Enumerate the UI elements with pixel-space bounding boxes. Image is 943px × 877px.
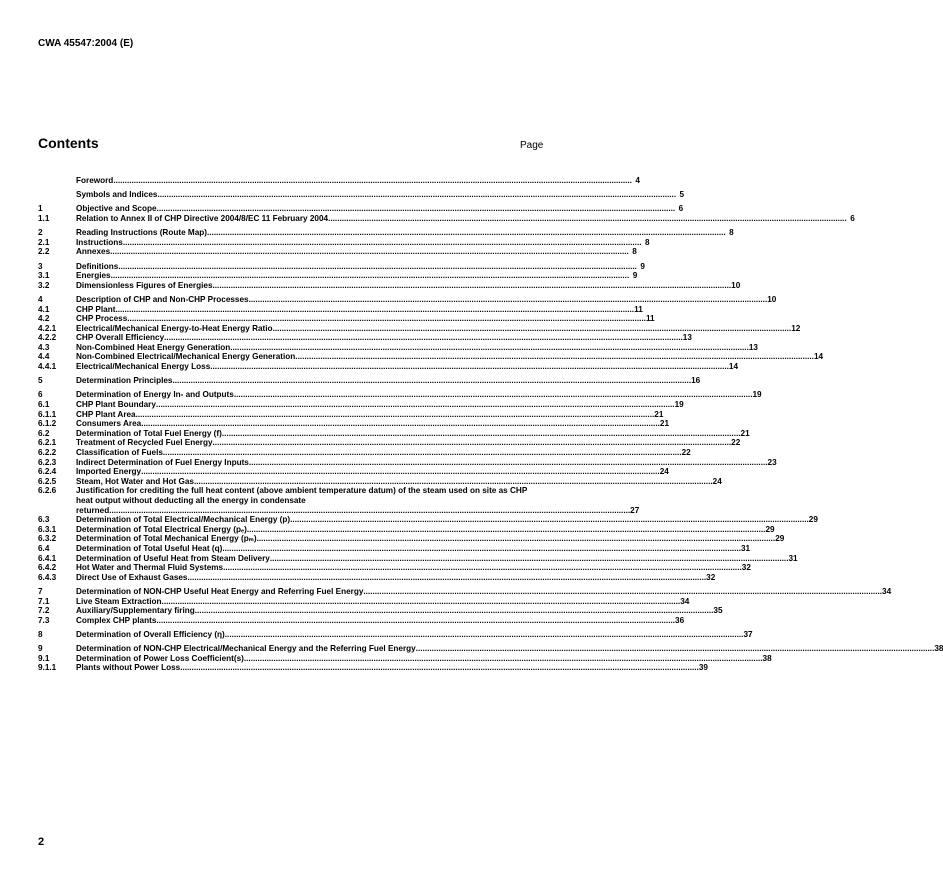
toc-leader-dots <box>213 438 732 448</box>
toc-entry-number: 9.1 <box>38 653 50 663</box>
toc-leader-dots <box>223 563 742 573</box>
toc-leader-dots <box>162 597 681 607</box>
toc-entry-title: Determination of Overall Efficiency (η) <box>76 629 225 639</box>
toc-entry[interactable] <box>38 190 685 200</box>
toc-group <box>38 204 855 223</box>
toc-entry-page: 36 <box>675 615 685 625</box>
toc-entry-title: Consumers Area <box>76 419 142 429</box>
toc-entry-page: 31 <box>788 553 798 563</box>
toc-entry-title: Determination of NON-CHP Useful Heat Energy and Referring Fuel Energy <box>76 586 364 596</box>
toc-entry-page: 13 <box>748 342 758 352</box>
toc-leader-dots <box>247 525 766 535</box>
toc-leader-dots <box>257 534 776 544</box>
toc-entry-page: 12 <box>791 323 801 333</box>
toc-entry[interactable] <box>38 247 637 257</box>
toc-entry-title: Energies <box>76 271 111 281</box>
toc-entry[interactable] <box>38 304 643 315</box>
toc-entry-number: 6.1.1 <box>38 409 57 419</box>
toc-leader-dots <box>157 190 676 200</box>
toc-entry[interactable] <box>38 438 741 448</box>
toc-entry-title: Live Steam Extraction <box>76 596 162 606</box>
toc-entry-page: 10 <box>767 294 777 304</box>
toc-entry-page: 9 <box>632 271 638 281</box>
toc-entry-page: 14 <box>728 362 739 372</box>
toc-entry-page: 6 <box>850 213 855 223</box>
toc-group <box>38 228 734 257</box>
toc-entry[interactable] <box>38 515 818 525</box>
toc-entry[interactable] <box>38 543 751 554</box>
toc-entry-number: 6.1.2 <box>38 419 57 429</box>
toc-entry-number: 4.4 <box>38 352 50 362</box>
toc-entry-page: 37 <box>743 629 753 639</box>
toc-entry-page: 6 <box>678 204 684 214</box>
toc-entry-number: 6.4 <box>38 543 50 553</box>
toc-entry-page: 29 <box>765 524 775 534</box>
toc-leader-dots <box>244 654 763 664</box>
toc-entry-page: 21 <box>659 419 669 429</box>
toc-entry-page: 9 <box>640 261 645 271</box>
toc-entry-title-continued: returned. <box>76 505 112 515</box>
toc-entry-title: Classification of Fuels <box>76 448 163 457</box>
toc-leader-dots <box>213 281 732 291</box>
toc-entry-number: 2.1 <box>38 237 50 247</box>
toc-entry[interactable] <box>38 448 691 458</box>
toc-entry-page: 4 <box>635 176 640 185</box>
toc-leader-dots <box>210 362 729 372</box>
toc-entry[interactable] <box>38 419 669 429</box>
toc-entry-number: 4.3 <box>38 342 50 352</box>
toc-entry-page: 19 <box>674 400 684 410</box>
toc-entry-page: 16 <box>691 376 701 386</box>
toc-leader-dots <box>194 477 713 487</box>
toc-leader-dots <box>141 467 660 477</box>
toc-leader-dots <box>163 448 682 458</box>
toc-leader-dots <box>416 644 935 654</box>
toc-entry-number: 8 <box>38 629 43 639</box>
toc-group <box>38 190 685 200</box>
toc-leader-dots <box>249 458 768 468</box>
toc-entry-page: 14 <box>813 352 824 362</box>
toc-entry[interactable] <box>38 362 739 372</box>
toc-entry-title: Definitions <box>76 261 119 271</box>
toc-entry-number: 6.2.4 <box>38 467 57 477</box>
toc-entry-title: Relation to Annex II of CHP Directive 2004/8/EC 11 February 2004 <box>76 213 329 223</box>
toc-entry[interactable] <box>38 390 762 400</box>
toc-entry[interactable] <box>38 572 716 583</box>
toc-leader-dots <box>164 333 683 343</box>
toc-entry-title: Non-Combined Heat Energy Generation <box>76 342 231 352</box>
toc-group <box>38 644 943 673</box>
toc-entry-title: Electrical/Mechanical Energy-to-Heat Energy Ratio <box>76 323 273 333</box>
toc-entry-page: 22 <box>681 448 691 457</box>
toc-group <box>38 390 818 582</box>
toc-entry-page: 19 <box>752 390 762 400</box>
toc-entry[interactable] <box>38 553 798 564</box>
toc-entry[interactable] <box>38 644 943 654</box>
toc-entry-page: 24 <box>659 467 669 477</box>
toc-entry-page: 21 <box>654 409 664 419</box>
toc-entry-number: 6.2.3 <box>38 457 57 467</box>
toc-entry[interactable] <box>38 333 692 343</box>
toc-entry-title: Non-Combined Electrical/Mechanical Energy Generation <box>76 352 296 362</box>
toc-leader-dots <box>172 376 691 386</box>
toc-entry-page: 11 <box>645 314 655 324</box>
toc-entry-page: 31 <box>740 543 751 553</box>
toc-leader-dots <box>225 630 744 640</box>
toc-entry-number: 6.2.6 <box>38 486 57 496</box>
toc-entry[interactable] <box>38 342 758 353</box>
toc-entry-number: 6.3 <box>38 515 50 525</box>
toc-entry-title: Determination of Total Fuel Energy (f) <box>76 428 222 438</box>
toc-leader-dots <box>136 410 655 420</box>
page-column-label: Page <box>520 140 544 151</box>
toc-leader-dots <box>230 343 749 353</box>
toc-entry-number: 6 <box>38 390 43 400</box>
toc-leader-dots <box>273 324 792 334</box>
toc-entry[interactable] <box>38 586 892 597</box>
toc-group <box>38 176 640 186</box>
page-number: 2 <box>38 836 45 848</box>
toc-entry[interactable] <box>38 467 669 477</box>
toc-entry-number: 4.2.1 <box>38 323 57 333</box>
toc-leader-dots <box>328 214 847 224</box>
toc-entry-page: 13 <box>682 333 692 343</box>
toc-entry-number: 7.2 <box>38 606 50 616</box>
toc-entry-title: Complex CHP plants <box>76 615 157 625</box>
toc-entry-page: 39 <box>698 663 708 673</box>
toc-entry-number: 7 <box>38 586 43 596</box>
toc-entry-title: Plants without Power Loss <box>76 663 181 673</box>
toc-entry[interactable] <box>38 294 777 305</box>
toc-entry[interactable] <box>38 457 777 468</box>
toc-entry[interactable] <box>38 204 684 214</box>
toc-entry-number: 6.1 <box>38 400 50 410</box>
toc-entry[interactable] <box>38 629 753 640</box>
toc-entry-number: 1 <box>38 204 43 214</box>
toc-entry-page: 32 <box>741 563 751 573</box>
toc-entry-number: 3.1 <box>38 271 50 281</box>
toc-entry-page: 38 <box>934 644 943 654</box>
toc-entry-number: 6.4.1 <box>38 553 57 563</box>
toc-entry[interactable] <box>38 524 775 535</box>
toc-leader-dots <box>156 400 675 410</box>
toc-entry-title: Determination of Useful Heat from Steam Delivery <box>76 553 270 563</box>
toc-leader-dots <box>111 271 630 281</box>
toc-entry-page: 22 <box>731 438 741 448</box>
toc-entry-title: Objective and Scope <box>76 204 157 214</box>
toc-entry-number: 4.1 <box>38 304 50 314</box>
toc-entry[interactable] <box>38 176 640 186</box>
toc-entry-title: Imported Energy <box>76 467 142 477</box>
toc-entry[interactable] <box>38 400 684 410</box>
toc-entry-title: Treatment of Recycled Fuel Energy <box>76 438 213 448</box>
toc-entry-title: Determination of Total Mechanical Energy (pₘ) <box>76 534 257 544</box>
toc-entry[interactable] <box>38 314 655 324</box>
toc-group <box>38 261 741 291</box>
toc-group <box>38 294 824 372</box>
toc-leader-dots <box>127 314 646 324</box>
toc-leader-dots <box>188 573 707 583</box>
toc-leader-dots <box>156 616 675 626</box>
toc-entry-page: 35 <box>713 606 723 616</box>
toc-entry-number: 3 <box>38 261 43 271</box>
toc-entry-title: Justification for crediting the full heat content (above ambient temperature datum) of the steam used on site as CHP heat output without deducting all the energy in condensate <box>76 486 528 505</box>
toc-entry-title: CHP Plant Boundary <box>76 400 156 410</box>
toc-entry-title: Determination of Total Electrical/Mechanical Energy (p) <box>76 515 291 525</box>
toc-entry[interactable] <box>38 606 723 616</box>
toc-entry-page: 11 <box>634 304 643 314</box>
toc-entry[interactable] <box>38 376 701 386</box>
toc-entry-title: Direct Use of Exhaust Gases <box>76 572 188 582</box>
toc-entry-page: 10 <box>731 280 741 290</box>
toc-entry[interactable] <box>38 663 708 673</box>
toc-entry-number: 6.2.1 <box>38 438 57 448</box>
toc-entry-page: 32 <box>706 572 716 582</box>
toc-entry[interactable] <box>38 261 645 272</box>
toc-leader-dots <box>110 247 629 257</box>
toc-entry-title: Determination of NON-CHP Electrical/Mechanical Energy and the Referring Fuel Energy <box>76 644 416 654</box>
toc-entry-title: Determination Principles <box>76 376 173 386</box>
toc-entry-number: 2.2 <box>38 247 50 257</box>
toc-entry-page: 24 <box>712 476 722 486</box>
toc-entry-number: 6.3.1 <box>38 524 57 534</box>
toc-entry-number: 4.2 <box>38 314 50 324</box>
toc-entry[interactable] <box>38 653 772 664</box>
toc-entry[interactable] <box>38 409 664 420</box>
toc-entry-number: 2 <box>38 228 43 238</box>
toc-entry-continuation[interactable] <box>38 505 640 516</box>
toc-leader-dots <box>222 544 741 554</box>
toc-entry-page: 23 <box>767 457 777 467</box>
toc-entry[interactable] <box>38 271 638 281</box>
toc-entry-number: 6.4.2 <box>38 563 57 573</box>
toc-entry-page: 5 <box>679 190 685 200</box>
table-of-contents <box>38 176 943 677</box>
toc-entry-number: 4.2.2 <box>38 333 57 343</box>
toc-leader-dots <box>249 295 768 305</box>
toc-leader-dots <box>195 606 714 616</box>
toc-entry-number: 1.1 <box>38 213 50 223</box>
toc-entry-page: 21 <box>740 428 750 438</box>
toc-entry-title: Electrical/Mechanical Energy Loss <box>76 362 211 372</box>
toc-entry-number: 9 <box>38 644 43 654</box>
toc-entry[interactable] <box>38 534 785 544</box>
toc-entry-title: Reading Instructions (Route Map) <box>76 228 207 238</box>
toc-entry-title: Symbols and Indices <box>76 190 158 200</box>
toc-entry[interactable] <box>38 228 734 238</box>
toc-entry-number: 7.3 <box>38 615 50 625</box>
toc-group <box>38 376 701 386</box>
toc-entry-number: 6.4.3 <box>38 572 57 582</box>
toc-entry-number: 5 <box>38 376 43 386</box>
contents-title: Contents <box>38 135 99 151</box>
toc-entry[interactable] <box>38 615 685 626</box>
toc-leader-dots <box>141 419 660 429</box>
toc-entry-title: CHP Process <box>76 314 128 324</box>
toc-entry-page: 29 <box>775 534 785 544</box>
toc-entry-page: 38 <box>762 653 772 663</box>
toc-entry-page: 29 <box>808 515 818 525</box>
toc-entry[interactable] <box>38 596 690 607</box>
toc-entry-title: Steam, Hot Water and Hot Gas <box>76 476 194 486</box>
toc-entry-title: Dimensionless Figures of Energies <box>76 280 213 290</box>
toc-entry-number: 4 <box>38 294 43 304</box>
toc-entry-number: 3.2 <box>38 280 50 290</box>
toc-leader-dots <box>113 176 632 186</box>
toc-entry-title: Annexes <box>76 247 111 257</box>
toc-entry-number: 6.2.2 <box>38 448 57 457</box>
toc-entry[interactable] <box>38 428 750 439</box>
toc-entry-number: 6.2 <box>38 428 50 438</box>
toc-entry[interactable] <box>38 352 824 362</box>
toc-entry-number: 7.1 <box>38 596 50 606</box>
toc-leader-dots <box>290 515 809 525</box>
toc-entry[interactable] <box>38 476 722 487</box>
toc-entry-page: 8 <box>632 247 637 257</box>
toc-leader-dots <box>222 429 741 439</box>
toc-entry-title: Description of CHP and Non-CHP Processes <box>76 294 249 304</box>
toc-entry[interactable] <box>38 213 855 224</box>
toc-entry[interactable] <box>38 280 741 291</box>
toc-leader-dots <box>270 554 789 564</box>
toc-entry-title: Auxiliary/Supplementary firing <box>76 606 195 616</box>
toc-entry-title: Determination of Energy In- and Outputs <box>76 390 234 400</box>
toc-entry-title: Determination of Total Electrical Energy (pₑ) <box>76 524 247 534</box>
toc-entry-page: 8 <box>644 237 650 247</box>
toc-entry-title: Instructions <box>76 237 123 247</box>
toc-group <box>38 586 892 625</box>
toc-group <box>38 629 753 640</box>
toc-leader-dots <box>363 587 882 597</box>
toc-leader-dots <box>123 238 642 248</box>
toc-entry-title: CHP Overall Efficiency <box>76 333 165 343</box>
toc-entry-title: Foreword <box>76 176 114 185</box>
toc-leader-dots <box>180 663 699 673</box>
toc-entry[interactable] <box>38 563 751 573</box>
toc-entry-number: 4.4.1 <box>38 362 57 372</box>
document-id: CWA 45547:2004 (E) <box>38 38 134 49</box>
toc-entry-title: Determination of Power Loss Coefficient(s) <box>76 653 244 663</box>
toc-entry-page: 34 <box>882 586 892 596</box>
toc-entry[interactable] <box>38 323 801 334</box>
toc-leader-dots <box>157 204 676 214</box>
toc-leader-dots <box>115 305 634 315</box>
toc-entry-title: CHP Plant <box>76 304 116 314</box>
toc-entry-title: Hot Water and Thermal Fluid Systems <box>76 563 224 573</box>
toc-entry-title: Determination of Total Useful Heat (q) <box>76 543 223 553</box>
toc-leader-dots <box>118 262 637 272</box>
toc-entry-page: 27 <box>630 505 640 515</box>
toc-entry-page: 34 <box>680 596 690 606</box>
toc-entry-title: CHP Plant Area <box>76 409 136 419</box>
toc-leader-dots <box>234 390 753 400</box>
toc-entry-page: 8 <box>729 228 734 238</box>
toc-entry[interactable] <box>38 486 545 505</box>
toc-entry[interactable] <box>38 237 650 248</box>
toc-leader-dots <box>112 506 631 516</box>
toc-entry-number: 9.1.1 <box>38 663 57 673</box>
toc-leader-dots <box>295 352 814 362</box>
toc-leader-dots <box>207 228 726 238</box>
toc-entry-number: 6.3.2 <box>38 534 57 544</box>
toc-entry-title: Indirect Determination of Fuel Energy Inputs <box>76 457 249 467</box>
toc-entry-number: 6.2.5 <box>38 476 57 486</box>
